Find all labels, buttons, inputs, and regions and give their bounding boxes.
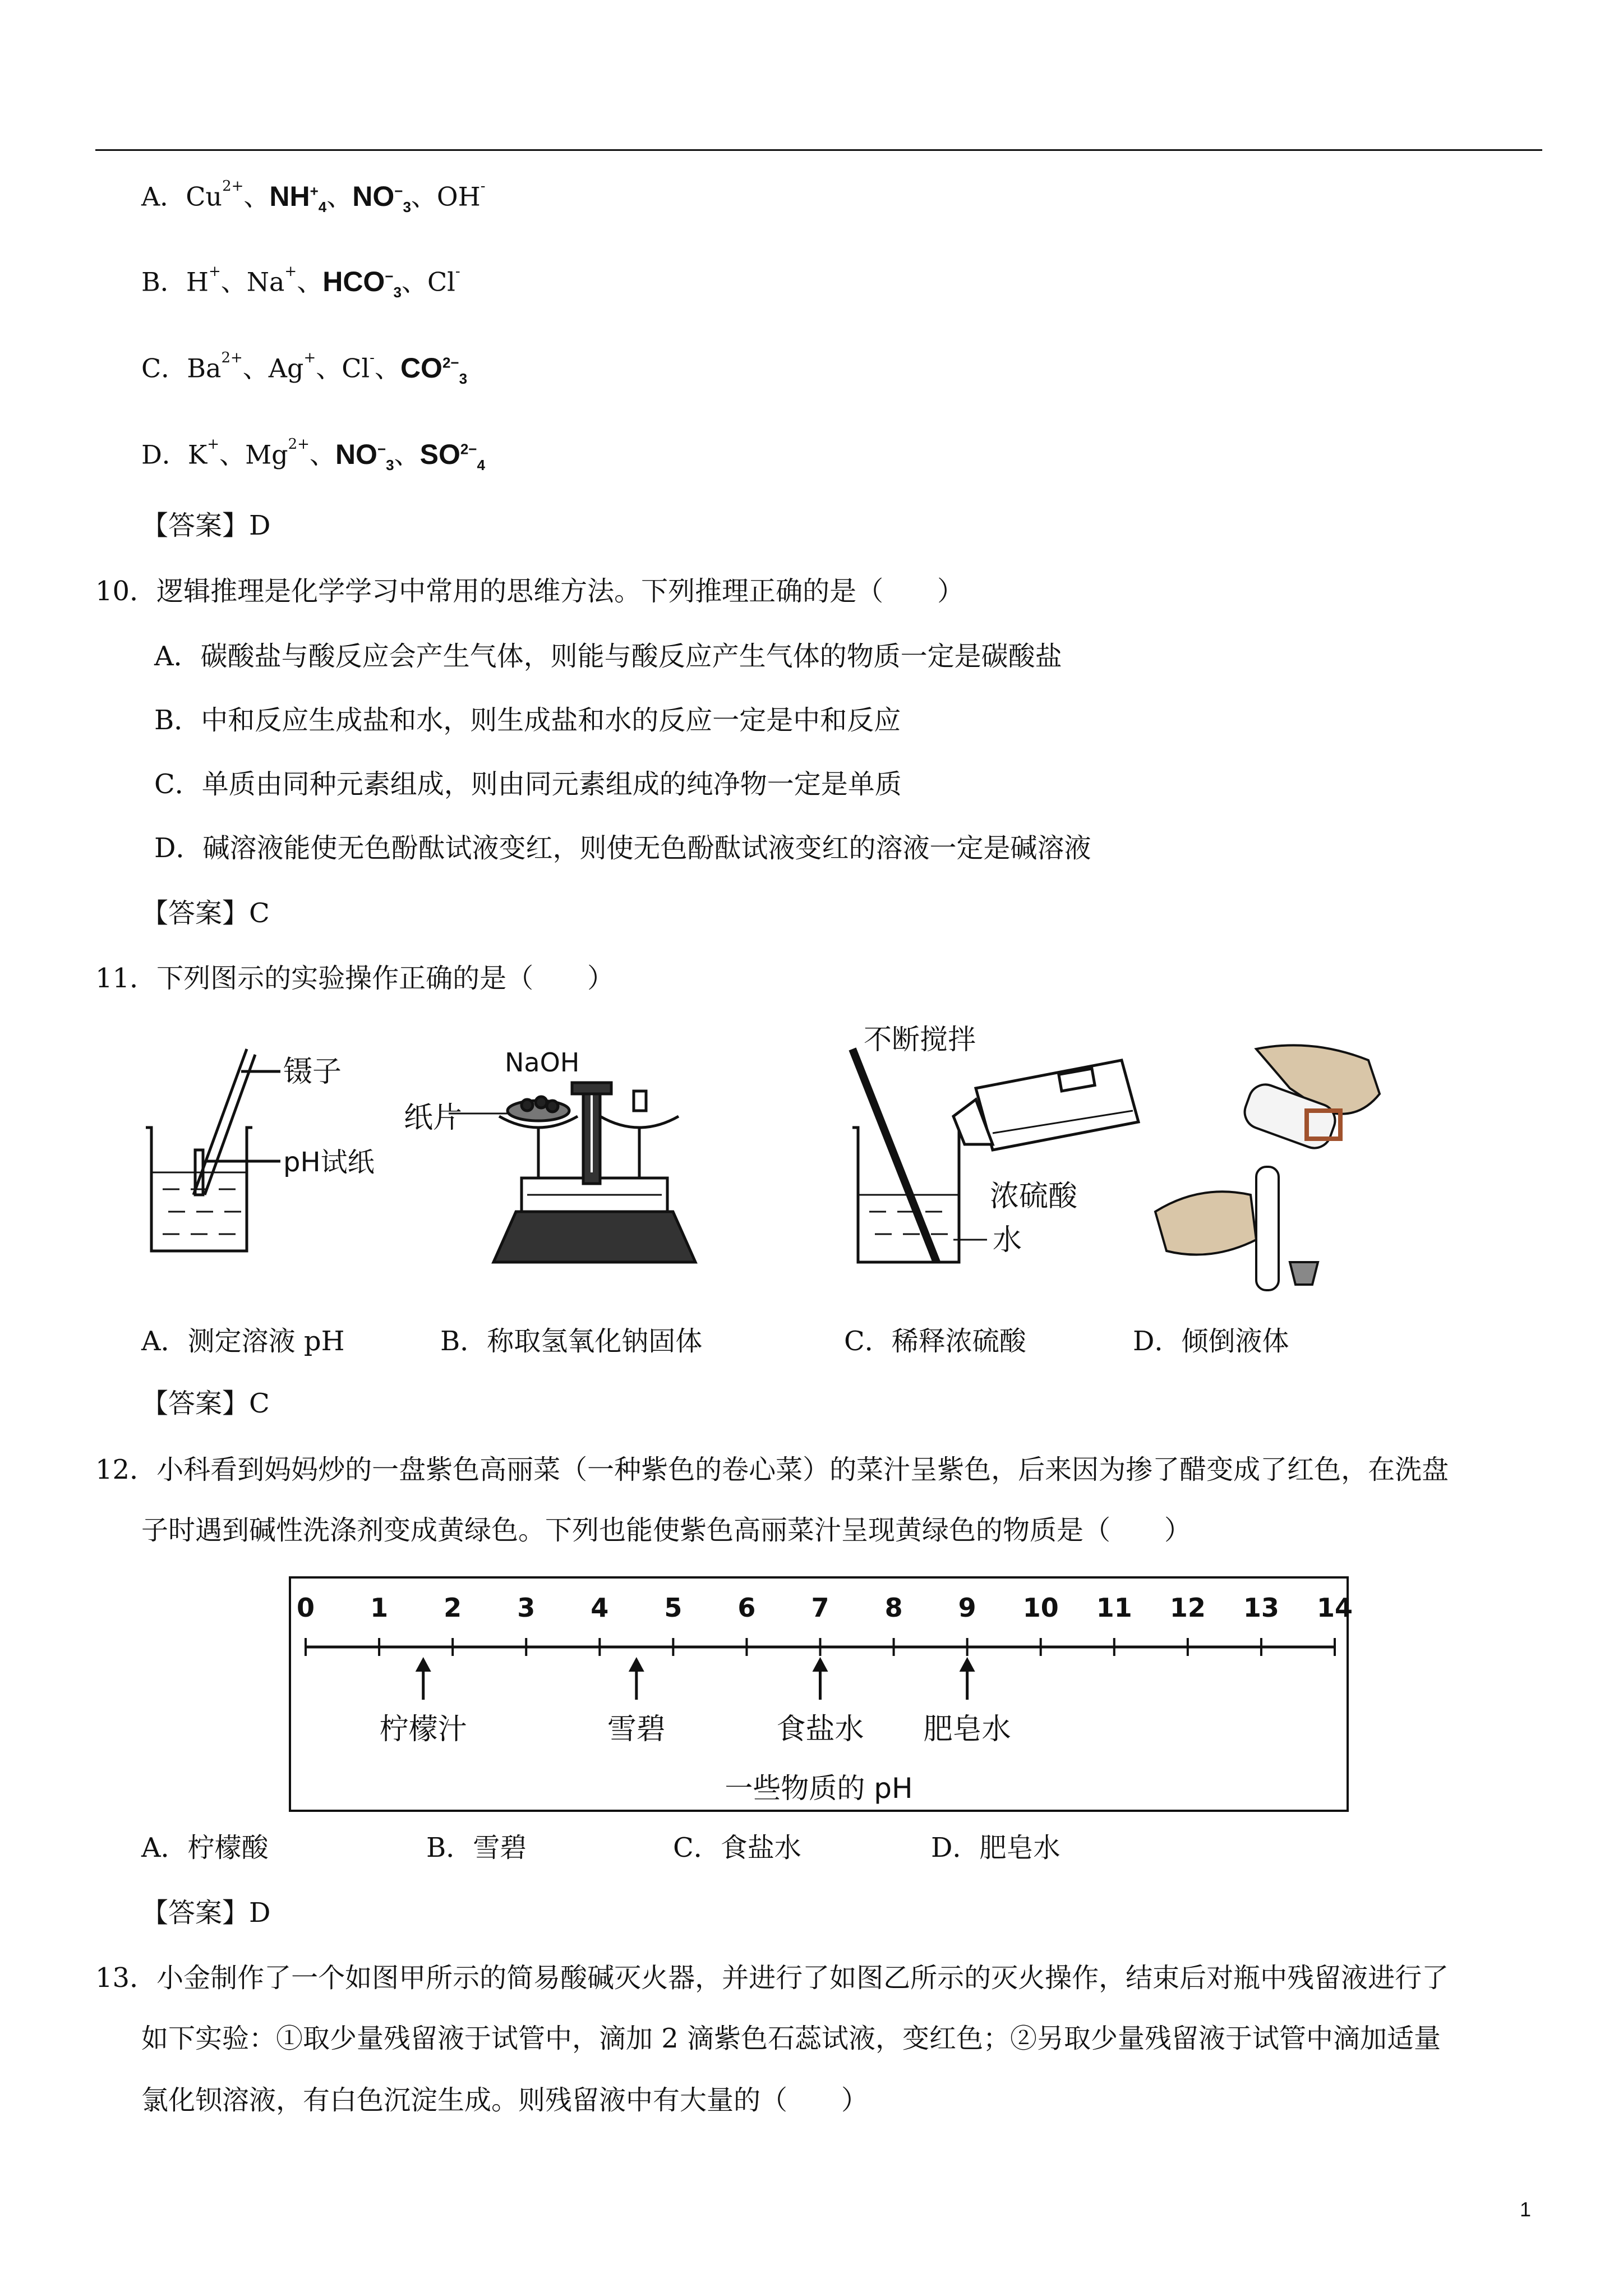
q12-stem-line1: 12．小科看到妈妈炒的一盘紫色高丽菜（一种紫色的卷心菜）的菜汁呈紫色，后来因为掺了醋变成了红色，在洗盘 [95,1454,1449,1485]
q12-stem-line2: 子时遇到碱性洗涤剂变成黄绿色。下列也能使紫色高丽菜汁呈现黄绿色的物质是（ ） [141,1515,1192,1546]
q11-stem: 11．下列图示的实验操作正确的是（ ） [95,963,615,994]
sulfate-ion: $SO^{2-}_4$ [419,438,485,473]
q9-answer: 【答案】D [141,510,271,541]
label-paper: 纸片 [404,1101,463,1135]
ph-scale-figure [289,1576,1353,1812]
carbonate-ion: $CO^{2-}_3$ [400,352,468,387]
q11-caption-c: C．稀释浓硫酸 [844,1326,1026,1357]
q13-line3: 氯化钡溶液，有白色沉淀生成。则残留液中有大量的（ ） [141,2085,869,2116]
q10-answer: 【答案】C [141,898,270,929]
q13-line1: 13．小金制作了一个如图甲所示的简易酸碱灭火器，并进行了如图乙所示的灭火操作，结束后对瓶中残留液进行了 [95,1962,1449,1994]
q11-caption-a: A．测定溶液 pH [141,1326,345,1357]
figure-d-pouring [1155,1045,1380,1290]
page-number: 1 [1520,2198,1532,2221]
ph-tick-label: 8 [884,1593,903,1623]
ph-tick-label: 2 [444,1593,462,1623]
label-ph-paper: pH试纸 [283,1147,375,1178]
ph-marker-label: 食盐水 [776,1713,864,1746]
ph-tick-label: 1 [370,1593,389,1623]
q10-option-c: C．单质由同种元素组成，则由同元素组成的纯净物一定是单质 [154,769,902,800]
q12-answer: 【答案】D [141,1897,271,1929]
label-naoh: NaOH [505,1047,580,1078]
ph-scale-title: 一些物质的 pH [725,1772,913,1805]
q12-option-c: C．食盐水 [673,1832,801,1864]
figure-b-balance [449,1083,695,1262]
q11-caption-b: B．称取氢氧化钠固体 [440,1326,703,1357]
ph-tick-label: 0 [296,1593,315,1623]
label-stir: 不断搅拌 [864,1023,976,1056]
ph-tick-label: 9 [958,1593,976,1623]
ph-tick-label: 13 [1243,1593,1279,1623]
q9-option-d: D．K+、$Mg^{2+}$、$NO^-_3$、$SO^{2-}_4$ [141,436,485,473]
q12-option-a: A．柠檬酸 [141,1832,269,1864]
ph-tick-label: 5 [664,1593,683,1623]
ph-marker-label: 雪碧 [607,1713,666,1746]
ph-tick-label: 14 [1316,1593,1353,1623]
ph-tick-label: 4 [591,1593,609,1623]
label-acid: 浓硫酸 [990,1180,1078,1213]
nitrate-ion: $NO^-_3$ [352,180,411,215]
ph-tick-label: 11 [1096,1593,1132,1623]
q12-option-d: D．肥皂水 [931,1832,1061,1864]
ph-tick-label: 10 [1022,1593,1059,1623]
q12-option-b: B．雪碧 [426,1832,527,1864]
ph-tick-label: 6 [737,1593,756,1623]
ph-tick-label: 3 [517,1593,536,1623]
q9-option-c: C．$Ba^{2+}$、Ag+、Cl-、$CO^{2-}_3$ [141,349,468,387]
q9-option-b: B．H+、Na+、$HCO^-_3$、Cl- [141,263,460,301]
bicarbonate-ion: $HCO^-_3$ [322,265,402,301]
q11-answer: 【答案】C [141,1388,270,1419]
q9-option-a: A．$Cu^{2+}$、$NH^+_4$、$NO^-_3$、OH- [141,178,486,215]
q11-figures [135,1023,1436,1296]
ph-marker-label: 肥皂水 [923,1713,1011,1746]
ph-tick-label: 7 [811,1593,829,1623]
q10-stem: 10．逻辑推理是化学学习中常用的思维方法。下列推理正确的是（ ） [95,576,965,607]
figure-a-ph-test [146,1049,280,1251]
q11-caption-d: D．倾倒液体 [1133,1326,1289,1357]
nitrate-ion: $NO^-_3$ [335,438,394,473]
ammonium-ion: $NH^+_4$ [269,180,327,215]
q13-line2: 如下实验：①取少量残留液于试管中，滴加 2 滴紫色石蕊试液，变红色；②另取少量残留液于试管中滴加适量 [141,2023,1441,2054]
header-rule [95,149,1542,151]
q10-option-a: A．碳酸盐与酸反应会产生气体，则能与酸反应产生气体的物质一定是碳酸盐 [154,641,1062,672]
ph-marker-label: 柠檬汁 [379,1713,467,1746]
label-tweezers: 镊子 [283,1055,342,1089]
label-water: 水 [993,1223,1022,1257]
q10-option-b: B．中和反应生成盐和水，则生成盐和水的反应一定是中和反应 [154,705,901,736]
q10-option-d: D．碱溶液能使无色酚酞试液变红，则使无色酚酞试液变红的溶液一定是碱溶液 [154,832,1091,864]
ph-tick-label: 12 [1169,1593,1206,1623]
